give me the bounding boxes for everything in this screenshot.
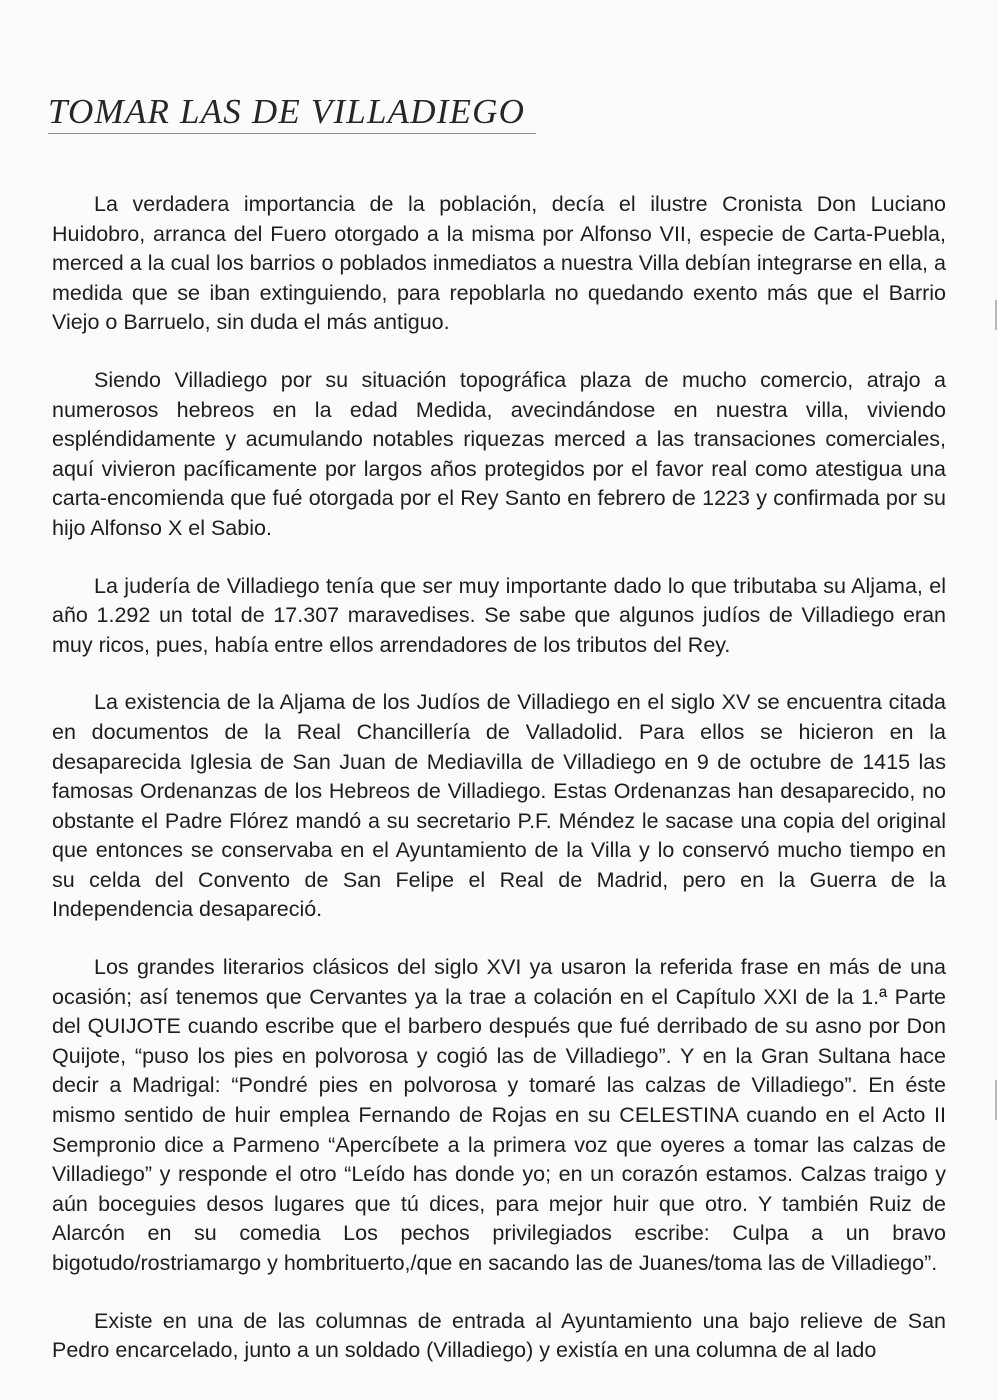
paragraph: Siendo Villadiego por su situación topográfica plaza de mucho comercio, atrajo a numerosos hebreos en la edad Medida, avecindándose en nuestra villa, viviendo espléndidamente y acumulando notables riquezas merced a las transaciones comerciales, aquí vivieron pacíficamente por largos años protegidos por el favor real como atestigua una carta-encomienda que fué otorgada por el Rey Santo en febrero de 1223 y confirmada por su hijo Alfonso X el Sabio. bbox=[52, 367, 946, 540]
body-text bbox=[52, 190, 946, 1394]
paragraph: La existencia de la Aljama de los Judíos de Villadiego en el siglo XV se encuentra citada en documentos de la Real Chancillería de Valladolid. Para ellos se hicieron en la desaparecida Iglesia de San Juan de Mediavilla de Villadiego en 9 de octubre de 1415 las famosas Ordenanzas de los Hebreos de Villadiego. Estas Ordenanzas han desaparecido, no obstante el Padre Flórez mandó a su secretario P.F. Méndez le sacase una copia del original que entonces se conservaba en el Ayuntamiento de la Villa y lo conservó mucho tiempo en su celda del Convento de San Felipe el Real de Madrid, pero en la Guerra de la Independencia desapareció. bbox=[52, 690, 946, 922]
paragraph: Los grandes literarios clásicos del siglo XVI ya usaron la referida frase en más de una ocasión; así tenemos que Cervantes ya la trae a colación en el Capítulo XXI de la 1.ª Parte del QUIJOTE cuando escribe que el barbero después que fué derribado de su asno por Don Quijote, “puso los pies en polvorosa y cogió las de Villadiego”. Y en la Gran Sultana hace decir a Madrigal: “Pondré pies en polvorosa y tomaré las calzas de Villadiego”. En éste mismo sentido de huir emplea Fernando de Rojas en su CELESTINA cuando en el Acto II Sempronio dice a Parmeno “Apercíbete a la primera voz que oyeres a tomar las calzas de Villadiego” y responde el otro “Leído has donde yo; en un corazón estamos. Calzas traigo y aún boceguies desos lugares que tú dices, para mejor huir que otro. Y también Ruiz de Alarcón en su comedia Los pechos privilegiados escribe: Culpa a un bravo bigotudo/rostriamargo y hombrituerto,/que en sacando las de Juanes/toma las de Villadiego”. bbox=[52, 955, 946, 1275]
scan-edge-mark bbox=[995, 1080, 997, 1120]
paragraph: Existe en una de las columnas de entrada al Ayuntamiento una bajo relieve de San Pedro encarcelado, junto a un soldado (Villadiego) y existía en una columna de al lado bbox=[52, 1308, 946, 1363]
paragraph: La verdadera importancia de la población, decía el ilustre Cronista Don Luciano Huidobro, arranca del Fuero otorgado a la misma por Alfonso VII, especie de Carta-Puebla, merced a la cual los barrios o poblados inmediatos a nuestra Villa debían integrarse en ella, a medida que se iban extinguiendo, para repoblarla no quedando exento más que el Barrio Viejo o Barruelo, sin duda el más antiguo. bbox=[52, 192, 946, 335]
title-underline bbox=[48, 133, 536, 134]
paragraph: La judería de Villadiego tenía que ser muy importante dado lo que tributaba su Aljama, el año 1.292 un total de 17.307 maravedises. Se sabe que algunos judíos de Villadiego eran muy ricos, pues, había entre ellos arrendadores de los tributos del Rey. bbox=[52, 573, 946, 657]
page-title: TOMAR LAS DE VILLADIEGO bbox=[48, 92, 526, 131]
scan-edge-mark bbox=[995, 300, 997, 330]
